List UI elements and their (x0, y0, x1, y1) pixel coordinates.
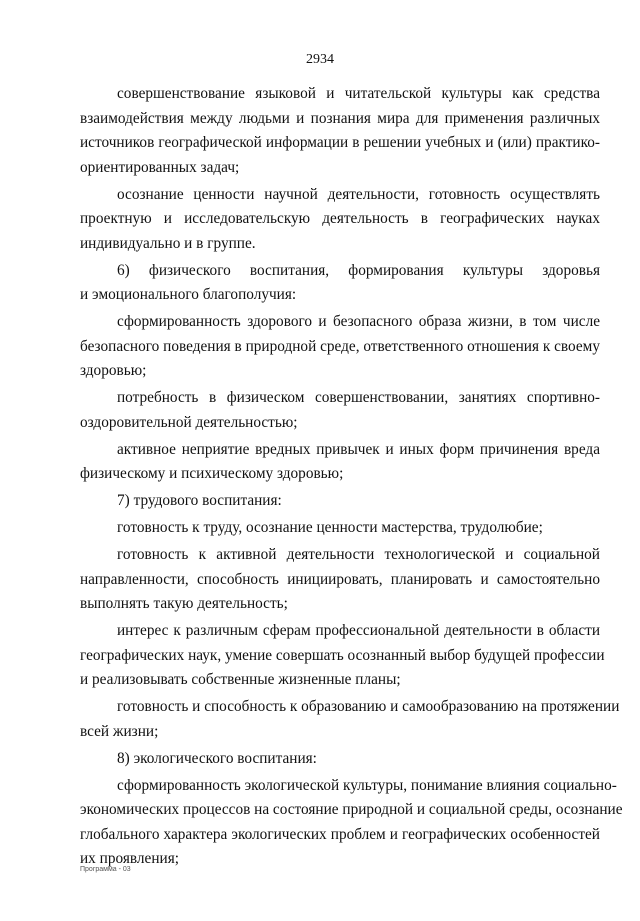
page-number: 2934 (306, 52, 334, 67)
paragraph-line: проектную и исследовательскую деятельность в географических науках (80, 210, 600, 227)
document-body (80, 82, 623, 872)
paragraph-line: глобального характера экологических проблем и географических особенностей (80, 825, 600, 843)
paragraph-line: источников географической информации в решении учебных и (или) практико- (80, 134, 600, 151)
paragraph (80, 183, 600, 257)
paragraph-line: совершенствование языковой и читательской культуры как средства (117, 85, 600, 102)
paragraph-line: сформированность экологической культуры, понимание влияния социально- (117, 776, 617, 794)
paragraph (80, 489, 600, 514)
paragraph-line: готовность и способность к образованию и самообразованию на протяжении (117, 698, 620, 715)
paragraph (80, 310, 600, 384)
paragraph-line: 6) физического воспитания, формирования культуры здоровья (117, 261, 600, 279)
paragraph (80, 543, 600, 617)
paragraph-line: физическому и психическому здоровью; (80, 465, 344, 482)
paragraph-line: выполнять такую деятельность; (80, 595, 288, 612)
paragraph (80, 619, 605, 693)
paragraph-line: экономических процессов на состояние природной и социальной среды, осознание (80, 801, 623, 818)
paragraph (80, 516, 600, 541)
paragraph-line: сформированность здорового и безопасного образа жизни, в том числе (117, 313, 600, 330)
paragraph (80, 259, 600, 308)
paragraph (80, 438, 600, 487)
paragraph (80, 82, 600, 180)
paragraph-line: готовность к труду, осознание ценности мастерства, трудолюбие; (117, 519, 543, 536)
paragraph-line: ориентированных задач; (80, 158, 240, 176)
paragraph-line: 7) трудового воспитания: (117, 492, 282, 509)
paragraph (80, 747, 600, 772)
paragraph-line: географических наук, умение совершать осознанный выбор будущей профессии (80, 646, 605, 664)
paragraph-line: активное неприятие вредных привычек и иных форм причинения вреда (117, 440, 600, 458)
paragraph-line: потребность в физическом совершенствовании, занятиях спортивно- (117, 389, 600, 406)
paragraph-line: оздоровительной деятельностью; (80, 413, 298, 431)
paragraph-line: здоровью; (80, 362, 147, 379)
paragraph (80, 695, 620, 744)
paragraph-line: 8) экологического воспитания: (117, 749, 317, 767)
paragraph-line: взаимодействия между людьми и познания мира для применения различных (80, 109, 600, 127)
paragraph-line: и эмоционального благополучия: (80, 286, 297, 303)
paragraph (80, 774, 623, 872)
paragraph (80, 386, 600, 435)
footer-label: Программа - 03 (80, 866, 131, 873)
paragraph-line: их проявления; (80, 850, 179, 867)
paragraph-line: всей жизни; (80, 722, 159, 740)
paragraph-line: осознание ценности научной деятельности, готовность осуществлять (117, 185, 600, 203)
paragraph-line: и реализовывать собственные жизненные планы; (80, 671, 401, 688)
paragraph-line: направленности, способность инициировать, планировать и самостоятельно (80, 570, 600, 588)
paragraph-line: индивидуально и в группе. (80, 234, 256, 252)
paragraph-line: готовность к активной деятельности технологической и социальной (117, 546, 600, 563)
paragraph-line: интерес к различным сферам профессиональной деятельности в области (117, 622, 600, 639)
paragraph-line: безопасного поведения в природной среде, ответственного отношения к своему (80, 337, 600, 355)
